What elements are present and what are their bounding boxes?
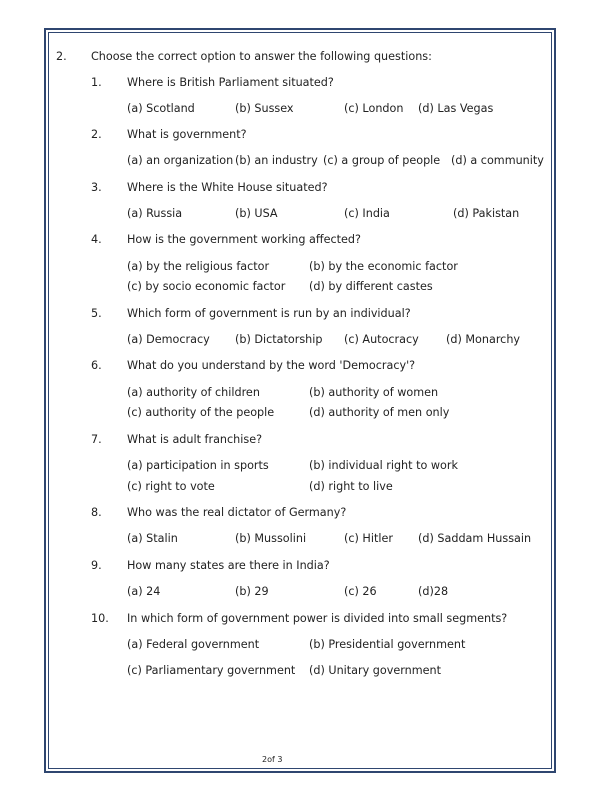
question-9-option-a: (a) 24	[127, 585, 161, 598]
page-number: 2of 3	[262, 755, 283, 764]
question-6-option-c: (c) authority of the people	[127, 406, 275, 419]
page-border-inner	[48, 32, 552, 769]
question-9-option-b: (b) 29	[235, 585, 269, 598]
question-6-option-d: (d) authority of men only	[309, 406, 450, 419]
question-8-option-c: (c) Hitler	[344, 532, 393, 545]
question-10-option-b: (b) Presidential government	[309, 638, 466, 651]
question-2-option-b: (b) an industry	[235, 154, 318, 167]
question-8-number: 8.	[91, 506, 102, 519]
question-8-option-b: (b) Mussolini	[235, 532, 307, 545]
question-10-option-d: (d) Unitary government	[309, 664, 441, 677]
question-6-text: What do you understand by the word 'Democracy'?	[127, 359, 416, 372]
question-10-option-a: (a) Federal government	[127, 638, 260, 651]
question-2-option-d: (d) a community	[451, 154, 544, 167]
question-3-option-a: (a) Russia	[127, 207, 183, 220]
question-1-option-d: (d) Las Vegas	[418, 102, 494, 115]
question-5-option-a: (a) Democracy	[127, 333, 210, 346]
question-5-text: Which form of government is run by an individual?	[127, 307, 411, 320]
question-8-option-d: (d) Saddam Hussain	[418, 532, 532, 545]
question-9-option-d: (d)28	[418, 585, 449, 598]
question-7-option-c: (c) right to vote	[127, 480, 215, 493]
question-9-number: 9.	[91, 559, 102, 572]
question-2-number: 2.	[91, 128, 102, 141]
question-5-number: 5.	[91, 307, 102, 320]
question-3-number: 3.	[91, 181, 102, 194]
question-3-option-b: (b) USA	[235, 207, 278, 220]
question-10-text: In which form of government power is divided into small segments?	[127, 612, 508, 625]
question-9-text: How many states are there in India?	[127, 559, 330, 572]
question-7-option-d: (d) right to live	[309, 480, 393, 493]
question-5-option-d: (d) Monarchy	[446, 333, 521, 346]
question-3-option-c: (c) India	[344, 207, 390, 220]
question-5-option-c: (c) Autocracy	[344, 333, 419, 346]
question-2-text: What is government?	[127, 128, 247, 141]
section-number: 2.	[56, 50, 67, 63]
question-1-option-a: (a) Scotland	[127, 102, 195, 115]
question-8-option-a: (a) Stalin	[127, 532, 178, 545]
question-4-option-c: (c) by socio economic factor	[127, 280, 286, 293]
question-4-number: 4.	[91, 233, 102, 246]
question-1-text: Where is British Parliament situated?	[127, 76, 334, 89]
question-10-option-c: (c) Parliamentary government	[127, 664, 296, 677]
question-3-option-d: (d) Pakistan	[453, 207, 520, 220]
question-3-text: Where is the White House situated?	[127, 181, 328, 194]
question-4-text: How is the government working affected?	[127, 233, 361, 246]
question-6-option-a: (a) authority of children	[127, 386, 260, 399]
question-1-option-c: (c) London	[344, 102, 404, 115]
question-4-option-b: (b) by the economic factor	[309, 260, 458, 273]
question-1-number: 1.	[91, 76, 102, 89]
question-8-text: Who was the real dictator of Germany?	[127, 506, 347, 519]
question-7-option-b: (b) individual right to work	[309, 459, 458, 472]
question-9-option-c: (c) 26	[344, 585, 377, 598]
question-6-number: 6.	[91, 359, 102, 372]
question-10-number: 10.	[91, 612, 109, 625]
question-6-option-b: (b) authority of women	[309, 386, 439, 399]
question-5-option-b: (b) Dictatorship	[235, 333, 323, 346]
question-7-text: What is adult franchise?	[127, 433, 263, 446]
section-instruction: Choose the correct option to answer the following questions:	[91, 50, 432, 63]
question-4-option-d: (d) by different castes	[309, 280, 433, 293]
question-7-option-a: (a) participation in sports	[127, 459, 269, 472]
question-7-number: 7.	[91, 433, 102, 446]
question-2-option-a: (a) an organization	[127, 154, 234, 167]
question-1-option-b: (b) Sussex	[235, 102, 294, 115]
question-2-option-c: (c) a group of people	[323, 154, 441, 167]
question-4-option-a: (a) by the religious factor	[127, 260, 270, 273]
